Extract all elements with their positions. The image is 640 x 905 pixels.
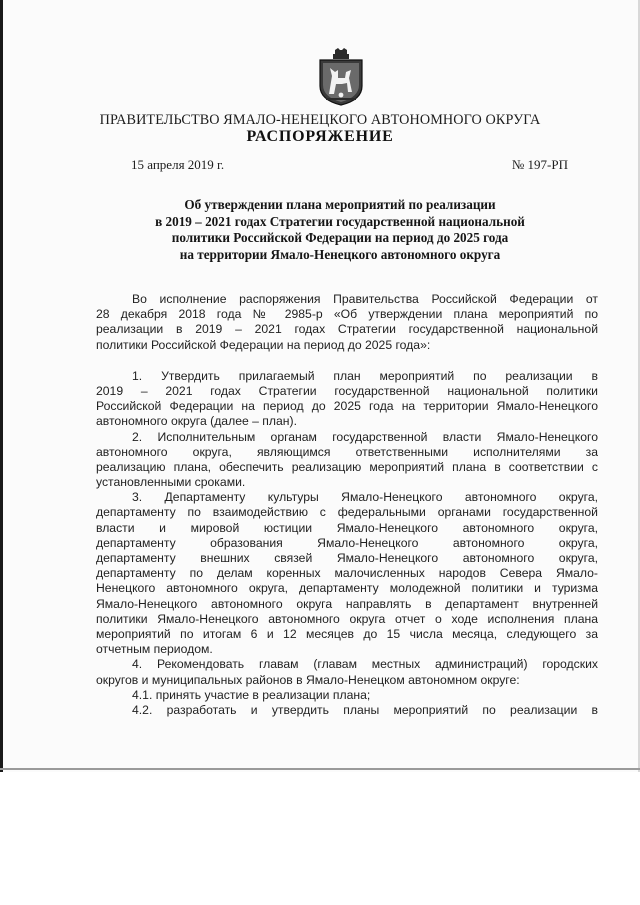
government-name: ПРАВИТЕЛЬСТВО ЯМАЛО-НЕНЕЦКОГО АВТОНОМНОГО ОКРУГА: [99, 112, 541, 128]
document-date: 15 апреля 2019 г.: [131, 157, 225, 172]
body-line: отчетным периодом.: [96, 642, 213, 657]
body-line: 4.2. разработать и утвердить планы мероприятий по реализации в: [132, 702, 598, 717]
document-body: [96, 292, 598, 718]
coat-of-arms-icon: [318, 48, 364, 106]
scan-edge-bottom: [0, 768, 640, 770]
body-line: Ненецкого автономного округа, департаменту молодежной политики и туризма: [96, 581, 598, 596]
body-line: департаменту внешних связей Ямало-Ненецкого автономного округа,: [96, 551, 598, 565]
body-line: Российской Федерации на период до 2025 года на территории Ямало-Ненецкого: [96, 399, 598, 414]
body-line: 2. Исполнительным органам государственной власти Ямало-Ненецкого: [132, 429, 598, 444]
body-line: политики Ямало-Ненецкого автономного округа отчет о ходе исполнения плана: [96, 611, 598, 626]
title-line: на территории Ямало-Ненецкого автономного округа: [179, 246, 501, 262]
title-line: в 2019 – 2021 годах Стратегии государственной национальной: [155, 213, 525, 229]
body-line: департаменту по взаимодействию с федеральными органами государственной: [96, 505, 598, 520]
body-line: 4. Рекомендовать главам (главам местных администраций) городских: [132, 657, 598, 672]
body-line: автономного округа (далее – план).: [96, 414, 297, 429]
body-line: 4.1. принять участие в реализации плана;: [132, 687, 371, 702]
body-line: департаменту по делам коренных малочисленных народов Севера Ямало-: [96, 566, 598, 581]
title-line: политики Российской Федерации на период до 2025 года: [171, 230, 509, 245]
body-line: власти и мировой юстиции Ямало-Ненецкого автономного округа,: [96, 520, 598, 535]
body-line: мероприятий по итогам 6 и 12 месяцев до 15 числа месяца, следующего за: [96, 626, 598, 641]
body-line: Ямало-Ненецкого автономного округа направлять в департамент внутренней: [96, 596, 598, 611]
body-line: 1. Утвердить прилагаемый план мероприятий по реализации в: [132, 368, 598, 383]
body-line: 3. Департаменту культуры Ямало-Ненецкого автономного округа,: [132, 490, 598, 505]
body-line: автономного округа, являющимся ответственными исполнителями за: [96, 444, 598, 459]
body-line: департаменту образования Ямало-Ненецкого автономного округа,: [96, 535, 598, 550]
body-line: Во исполнение распоряжения Правительства Российской Федерации от: [132, 292, 598, 306]
body-line: 2019 – 2021 годах Стратегии государственной национальной политики: [96, 383, 598, 398]
document-title: [120, 197, 560, 263]
body-line: 28 декабря 2018 года № 2985-р «Об утверждении плана мероприятий по: [96, 307, 598, 322]
document-number: № 197-РП: [511, 157, 568, 172]
title-line: Об утверждении плана мероприятий по реализации: [184, 197, 496, 212]
body-line: реализацию плана, обеспечить реализацию мероприятий плана в соответствии с: [96, 459, 598, 474]
body-line: реализации в 2019 – 2021 годах Стратегии государственной национальной: [96, 322, 598, 337]
body-line: установленными сроками.: [96, 475, 246, 490]
document-type: РАСПОРЯЖЕНИЕ: [246, 128, 394, 145]
body-line: политики Российской Федерации на период до 2025 года»:: [96, 337, 431, 352]
body-line: округов и муниципальных районов в Ямало-Ненецком автономном округе:: [96, 672, 520, 687]
